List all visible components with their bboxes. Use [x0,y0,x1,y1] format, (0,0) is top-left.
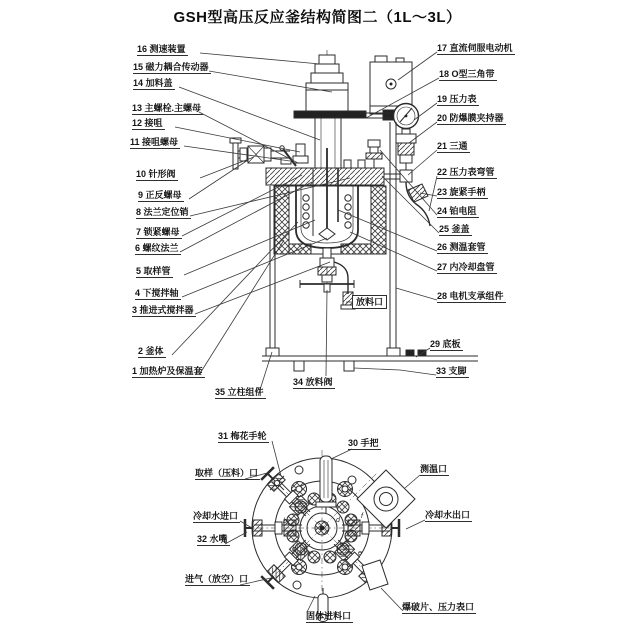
label-temp-port: 测温口 [420,464,449,476]
label-6-threaded-flange: 6 螺纹法兰 [135,243,181,255]
port-letter-d: d [336,517,340,524]
port-letter-f: f [361,513,363,520]
label-26-thermowell: 26 测温套管 [437,242,488,254]
label-30-handle: 30 手把 [348,438,381,450]
label-17-dc-servo-motor: 17 直流伺服电动机 [437,43,515,55]
discharge-valve-assembly [300,248,355,309]
label-28-motor-support: 28 电机支承组件 [437,291,506,303]
label-34-discharge-valve: 34 放料阀 [293,377,335,389]
label-23-tighten-handle: 23 旋紧手柄 [437,187,488,199]
label-25-kettle-lid: 25 釜盖 [439,224,472,236]
label-33-feet: 33 支脚 [436,366,469,378]
label-32-water-nozzle: 32 水嘴 [197,534,230,546]
label-22-gauge-bend-pipe: 22 压力表弯管 [437,167,497,179]
burst-disc-plate [362,560,388,590]
label-4-lower-stir-shaft: 4 下搅拌轴 [135,288,181,300]
lifting-handle [316,456,336,513]
label-11-nozzle-nut: 11 接咀螺母 [130,137,180,149]
label-18-o-belt: 18 O型三角带 [439,69,497,81]
thermometer-port-bracket [357,470,415,528]
page-title: GSH型高压反应釜结构简图二（1L～3L） [173,9,462,26]
label-1-heating-furnace: 1 加热炉及保温套 [132,366,205,378]
port-letter-e: e [358,550,362,557]
pressure-gauge-assembly [384,104,430,227]
label-35-column-assembly: 35 立柱组件 [215,387,266,399]
label-9-nut: 9 正反螺母 [138,190,184,202]
label-3-propeller-stirrer: 3 推进式搅拌器 [132,305,196,317]
label-14-feed-cover: 14 加料盖 [133,78,175,90]
label-15-magnetic-coupler: 15 磁力耦合传动器 [133,62,211,74]
kettle-lid [266,168,384,185]
label-5-sampling-tube: 5 取样管 [136,266,173,278]
label-20-burst-disc-holder: 20 防爆膜夹持器 [437,113,506,125]
label-10-needle-valve: 10 针形阀 [136,169,178,181]
label-24-pt-resistor: 24 铂电阻 [437,206,479,218]
label-2-kettle-body: 2 釜体 [138,346,166,358]
heating-furnace [274,186,386,254]
label-8-flange-pin: 8 法兰定位销 [136,207,191,219]
port-letter-c: c [292,546,296,553]
port-letter-b: b [283,518,287,525]
label-cooling-water-out: 冷却水出口 [425,510,472,522]
platinum-resistor-probe [366,140,382,168]
label-solid-feed-port: 固体进料口 [306,611,353,623]
label-discharge-port: 放料口 [352,295,387,309]
label-sampling-port: 取样（压料）口 [195,468,260,480]
label-cooling-water-in: 冷却水进口 [193,511,240,523]
label-27-cooling-coil: 27 内冷却盘管 [437,262,497,274]
label-burst-disc-port: 爆破片、压力表口 [402,602,476,614]
label-7-lock-nut: 7 锁紧螺母 [136,227,182,239]
label-gas-vent-port: 进气（放空）口 [185,574,250,586]
label-31-plum-handwheel: 31 梅花手轮 [218,431,269,443]
label-13-main-bolt-nut: 13 主螺栓.主螺母 [132,103,203,115]
label-21-tee: 21 三通 [437,141,470,153]
label-19-pressure-gauge: 19 压力表 [437,94,479,106]
label-16-speed-device: 16 测速装置 [137,44,188,56]
label-29-base-plate: 29 底板 [430,339,463,351]
lid-top-view [244,450,415,622]
label-12-nozzle: 12 接咀 [132,118,165,130]
